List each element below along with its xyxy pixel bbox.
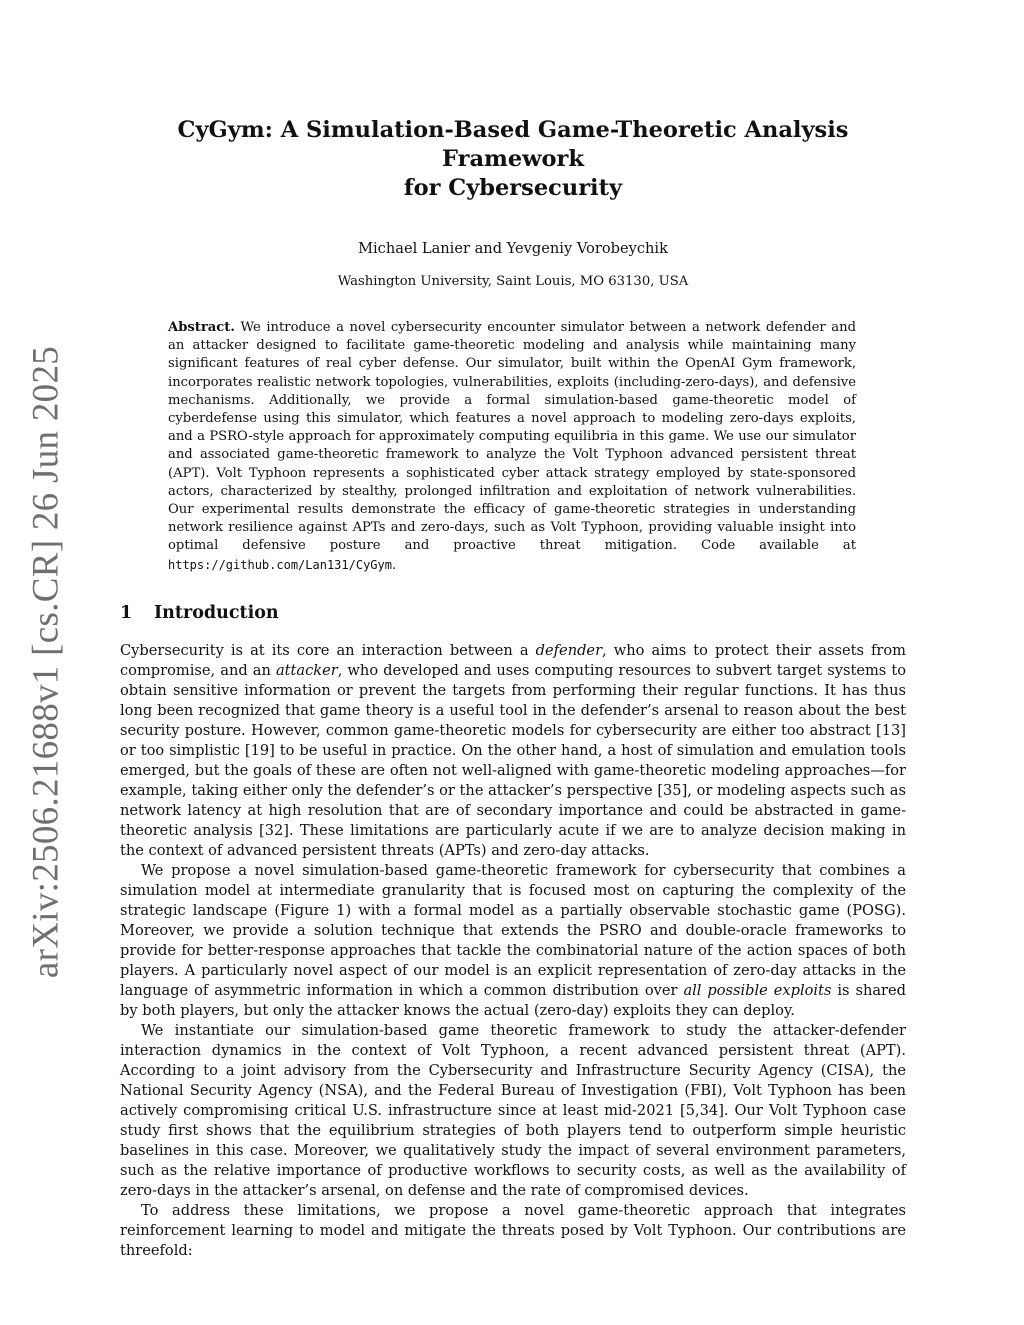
introduction-body bbox=[120, 641, 906, 1261]
authors: Michael Lanier and Yevgeniy Vorobeychik bbox=[358, 240, 668, 257]
p2-emphasis: all possible exploits bbox=[683, 981, 832, 999]
section-number: 1 bbox=[120, 602, 133, 623]
p1-emphasis-attacker: attacker bbox=[275, 661, 338, 679]
paragraph-3: We instantiate our simulation-based game theoretic framework to study the attacker-defender interaction dynamics in the context of Volt Typhoon, a recent advanced persistent threat (APT). According to a joint advisory from the Cybersecurity and Infrastructure Security Agency (CISA), the National Security Agency (NSA), and the Federal Bureau of Investigation (FBI), Volt Typhoon has been actively compromising critical U.S. infrastructure since at least mid-2021 [5,34]. Our Volt Typhoon case study first shows that the equilibrium strategies of both players tend to outperform simple heuristic baselines in this case. Moreover, we qualitatively study the impact of several environment parameters, such as the relative importance of productive workflows to security costs, as well as the availability of zero-days in the attacker’s arsenal, on defense and the rate of compromised devices. bbox=[120, 1021, 906, 1199]
p2-text-b: is shared by both players, but only the attacker knows the actual (zero-day) exploits they can deploy. bbox=[120, 981, 907, 1019]
section-heading-introduction bbox=[120, 603, 906, 623]
p1-emphasis-defender: defender bbox=[535, 641, 603, 659]
abstract-text: We introduce a novel cybersecurity encounter simulator between a network defender and an attacker designed to facilitate game-theoretic modeling and analysis while maintaining many significant features of real cyber defense. Our simulator, built within the OpenAI Gym framework, incorporates realistic network topologies, vulnerabilities, exploits (including-zero-days), and defensive mechanisms. Additionally, we provide a formal simulation-based game-theoretic model of cyberdefense using this simulator, which features a novel approach to modeling zero-days exploits, and a PSRO-style approach for approximately computing equilibria in this game. We use our simulator and associated game-theoretic framework to analyze the Volt Typhoon advanced persistent threat (APT). Volt Typhoon represents a sophisticated cyber attack strategy employed by state-sponsored actors, characterized by stealthy, prolonged infiltration and exploitation of network vulnerabilities. Our experimental results demonstrate the efficacy of game-theoretic strategies in understanding network resilience against APTs and zero-days, such as Volt Typhoon, providing valuable insight into optimal defensive posture and proactive threat mitigation. Code available at bbox=[168, 320, 856, 554]
p1-text-b: , who aims to protect their assets from compromise, and an bbox=[120, 641, 907, 679]
abstract-label: Abstract. bbox=[168, 320, 235, 335]
title-line-2: for Cybersecurity bbox=[403, 175, 623, 201]
paragraph-4: To address these limitations, we propose a novel game-theoretic approach that integrates reinforcement learning to model and mitigate the threats posed by Volt Typhoon. Our contributions are threefold: bbox=[120, 1201, 906, 1259]
arxiv-identifier: arXiv:2506.21688v1 [cs.CR] 26 Jun 2025 bbox=[25, 345, 67, 979]
abstract bbox=[168, 319, 856, 575]
paper-title bbox=[120, 116, 906, 203]
p1-text-a: Cybersecurity is at its core an interaction between a bbox=[120, 641, 529, 659]
p1-text-c: , who developed and uses computing resources to subvert target systems to obtain sensitive information or prevent the targets from performing their regular functions. It has thus long been recognized that game theory is a useful tool in the defender’s arsenal to reason about the best security posture. However, common game-theoretic models for cybersecurity are either too abstract [13] or too simplistic [19] to be useful in practice. On the other hand, a host of simulation and emulation tools emerged, but the goals of these are often not well-aligned with game-theoretic modeling approaches—for example, taking either only the defender’s or the attacker’s perspective [35], or modeling aspects such as network latency at high resolution that are of secondary importance and could be abstracted in game-theoretic analysis [32]. These limitations are particularly acute if we are to analyze decision making in the context of advanced persistent threats (APTs) and zero-day attacks. bbox=[120, 661, 907, 859]
section-title: Introduction bbox=[154, 602, 279, 623]
title-line-1: CyGym: A Simulation-Based Game-Theoretic Analysis Framework bbox=[177, 117, 849, 172]
p2-text-a: We propose a novel simulation-based game-theoretic framework for cybersecurity that combines a simulation model at intermediate granularity that is focused most on capturing the complexity of the strategic landscape (Figure 1) with a formal model as a partially observable stochastic game (POSG). Moreover, we provide a solution technique that extends the PSRO and double-oracle frameworks to provide for better-response approaches that tackle the combinatorial nature of the action spaces of both players. A particularly novel aspect of our model is an explicit representation of zero-day attacks in the language of asymmetric information in which a common distribution over bbox=[120, 861, 906, 999]
paragraph-1 bbox=[120, 641, 906, 861]
affiliation: Washington University, Saint Louis, MO 63130, USA bbox=[337, 274, 689, 289]
paragraph-2 bbox=[120, 861, 906, 1021]
abstract-end: . bbox=[391, 557, 397, 573]
code-link[interactable]: https://github.com/Lan131/CyGym bbox=[168, 557, 392, 572]
paper-page bbox=[120, 110, 906, 1261]
